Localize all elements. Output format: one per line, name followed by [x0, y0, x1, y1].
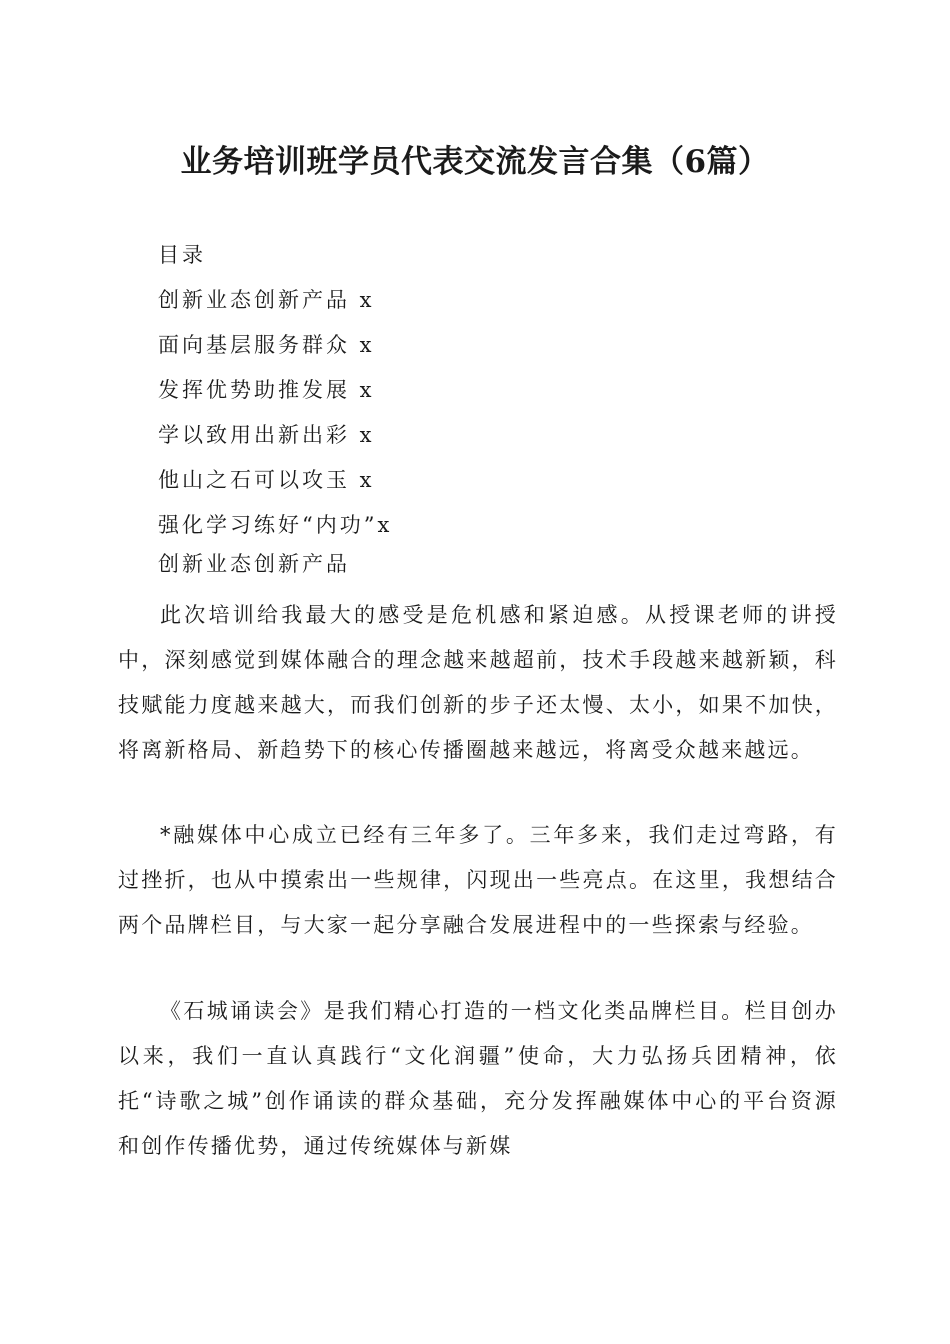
toc-item: 面向基层服务群众 x	[158, 333, 375, 357]
toc-item: 他山之石可以攻玉 x	[158, 468, 375, 492]
toc-item: 学以致用出新出彩 x	[158, 423, 375, 447]
toc-item: 创新业态创新产品 x	[158, 288, 375, 312]
toc-item: 强化学习练好“内功”x	[158, 513, 393, 537]
body-paragraph: *融媒体中心成立已经有三年多了。三年多来，我们走过弯路，有过挫折，也从中摸索出一些规律，闪现出一些亮点。在这里，我想结合两个品牌栏目，与大家一起分享融合发展进程中的一些探索与经验。	[118, 823, 838, 937]
body-paragraph: 此次培训给我最大的感受是危机感和紧迫感。从授课老师的讲授中，深刻感觉到媒体融合的理念越来越超前，技术手段越来越新颖，科技赋能力度越来越大，而我们创新的步子还太慢、太小，如果不加快，将离新格局、新趋势下的核心传播圈越来越远，将离受众越来越远。	[118, 603, 838, 762]
section-heading: 创新业态创新产品	[158, 552, 350, 576]
body-paragraph: 《石城诵读会》是我们精心打造的一档文化类品牌栏目。栏目创办以来，我们一直认真践行“文化润疆”使命，大力弘扬兵团精神，依托“诗歌之城”创作诵读的群众基础，充分发挥融媒体中心的平台资源和创作传播优势，通过传统媒体与新媒	[118, 999, 838, 1158]
toc-item: 发挥优势助推发展 x	[158, 378, 375, 402]
table-of-contents	[158, 233, 392, 548]
toc-heading: 目录	[158, 243, 206, 267]
document-title: 业务培训班学员代表交流发言合集（6篇）	[180, 144, 770, 180]
